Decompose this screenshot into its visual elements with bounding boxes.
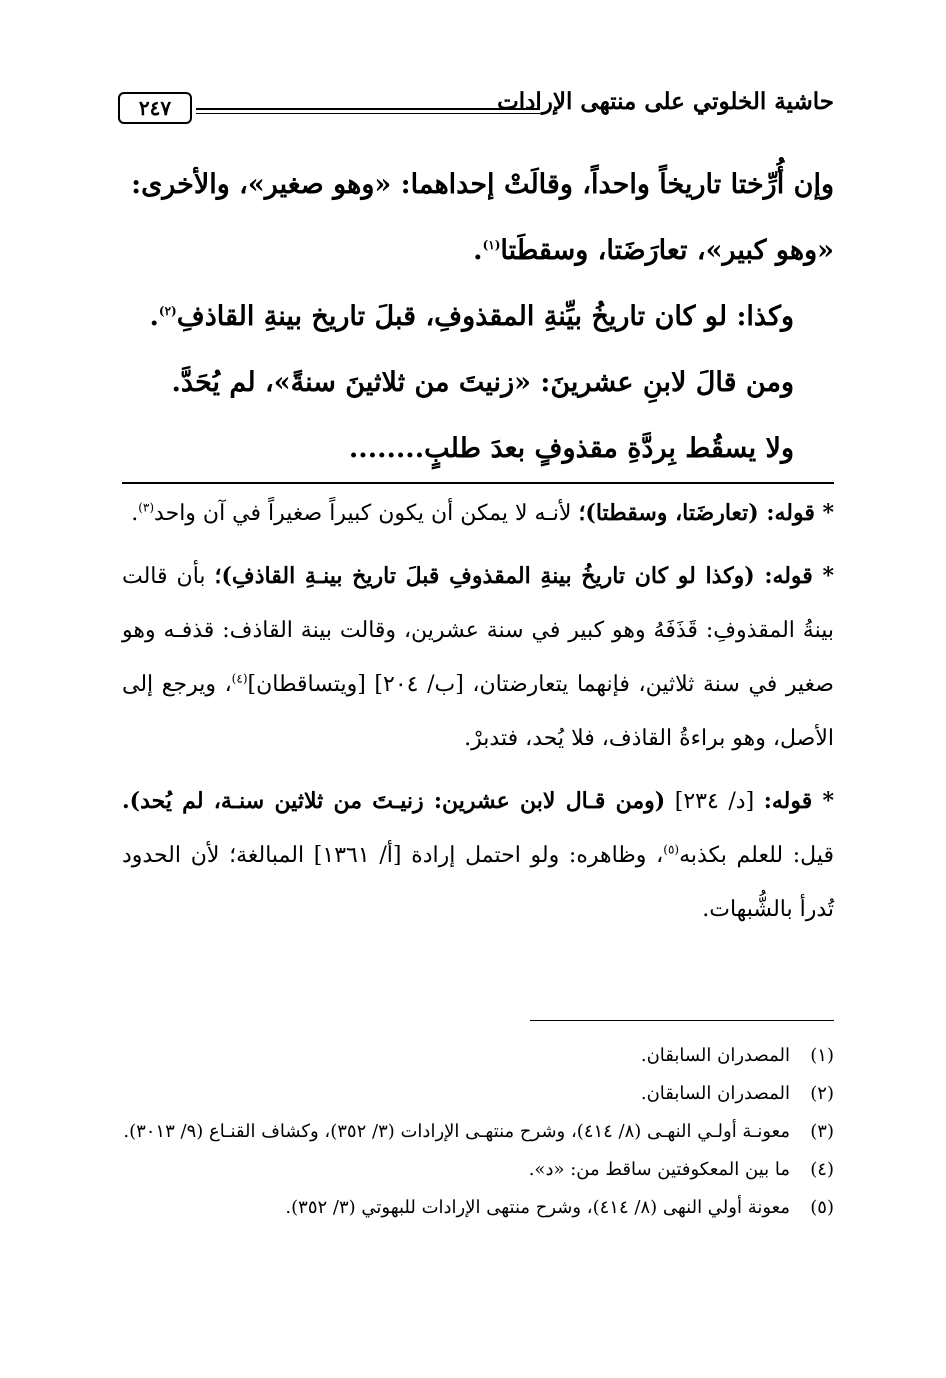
footnote-item xyxy=(122,1114,834,1149)
footnote-ref[interactable]: (١) xyxy=(482,238,501,252)
page-number: ٢٤٧ xyxy=(118,92,192,124)
matn-divider xyxy=(122,482,834,484)
footnote-ref[interactable]: (٣) xyxy=(138,500,155,515)
footnote-divider xyxy=(530,1020,834,1021)
footnote-number: (١) xyxy=(810,1045,834,1066)
footnote-item xyxy=(122,1038,834,1073)
matn-line xyxy=(122,152,834,218)
matn-line-text: ومن قالَ لابنِ عشرينَ: «زنيتَ من ثلاثينَ سنةً»، لم يُحَدَّ. xyxy=(171,367,794,398)
punctuation: . xyxy=(473,235,483,266)
running-header xyxy=(118,86,834,126)
footnote-item xyxy=(122,1152,834,1187)
punctuation: . xyxy=(131,501,139,526)
footnote-text: ما بين المعكوفتين ساقط من: «د». xyxy=(528,1159,790,1180)
footnote-item xyxy=(122,1076,834,1111)
commentary-paragraph xyxy=(122,774,834,937)
footnote-number: (٥) xyxy=(810,1197,834,1218)
commentary-lead: * قوله: (تعارضَتا، وسقطتا)؛ xyxy=(578,500,834,526)
commentary-paragraph xyxy=(122,549,834,766)
commentary-lead: * قوله: xyxy=(763,788,835,814)
matn-line-text: «وهو كبير»، تعارَضَتا، وسقطَتا xyxy=(500,235,834,266)
continuation-dots: ........ xyxy=(348,433,425,464)
footnote-ref[interactable]: (٢) xyxy=(158,304,177,318)
footnote-number: (٢) xyxy=(810,1083,834,1104)
footnote-text: المصدران السابقان. xyxy=(640,1045,790,1066)
commentary-body: ، وظاهره: ولو احتمل إرادة [أ/ ١٣٦١] المبالغة؛ لأن الحدود تُدرأ بالشُّبهات. xyxy=(122,843,834,922)
footnote-text: معونة أولي النهى (٨/ ٤١٤)، وشرح منتهى الإرادات للبهوتي (٣/ ٣٥٢). xyxy=(285,1197,790,1218)
matn-line-text: ولا يسقُط بِردَّةِ مقذوفٍ بعدَ طلبٍ xyxy=(424,433,794,464)
footnotes xyxy=(122,1038,834,1228)
commentary-body: بأن قالت بينةُ المقذوفِ: قَذَفَهُ وهو كبير في سنة عشرين، وقالت بينة القاذف: قذفـه وهو صغير في سنة ثلاثين، فإنهما يتعارضتان، [ب/ ٢٠٤] [ويتساقطان] xyxy=(122,564,834,697)
matn-line xyxy=(122,350,834,416)
matn-line xyxy=(122,416,834,482)
footnote-number: (٣) xyxy=(810,1121,834,1142)
header-rule xyxy=(196,108,540,114)
commentary-body: ، ويرجع إلى الأصل، وهو براءةُ القاذف، فلا يُحد، فتدبرْ. xyxy=(122,672,834,751)
commentary-paragraph xyxy=(122,486,834,541)
commentary-lead: * قوله: (وكذا لو كان تاريخُ بينةِ المقذوفِ قبلَ تاريخ بينـةِ القاذفِ)؛ xyxy=(214,563,834,589)
footnote-text: معونـة أولـي النهـى (٨/ ٤١٤)، وشرح منتهـى الإرادات (٣/ ٣٥٢)، وكشاف القنـاع (٩/ ٣٠١٣). xyxy=(123,1121,790,1142)
commentary-body: لأنـه لا يمكن أن يكون كبيراً صغيراً في آن واحد xyxy=(154,501,579,526)
manuscript-marker: [د/ ٢٣٤] xyxy=(665,789,764,814)
matn-line xyxy=(122,284,834,350)
footnote-text: المصدران السابقان. xyxy=(640,1083,790,1104)
matn-text xyxy=(122,152,834,482)
commentary-text xyxy=(122,486,834,945)
matn-line xyxy=(122,218,834,284)
book-title: حاشية الخلوتي على منتهى الإرادات xyxy=(497,88,834,115)
matn-line-text: وكذا: لو كان تاريخُ بيِّنةِ المقذوفِ، قبلَ تاريخ بينةِ القاذفِ xyxy=(176,301,794,332)
footnote-ref[interactable]: (٤) xyxy=(231,671,248,686)
commentary-quote: (ومن قـال لابن عشرين: زنيـتَ من ثلاثين سنـة، لم يُحد). xyxy=(122,788,666,814)
footnote-item xyxy=(122,1190,834,1225)
commentary-body: قيل: للعلم بكذبه xyxy=(679,843,834,868)
footnote-ref[interactable]: (٥) xyxy=(663,842,680,857)
footnote-number: (٤) xyxy=(810,1159,834,1180)
matn-line-text: وإن أُرِّختا تاريخاً واحداً، وقالَتْ إحداهما: «وهو صغير»، والأخرى: xyxy=(131,169,834,200)
punctuation: . xyxy=(149,301,159,332)
